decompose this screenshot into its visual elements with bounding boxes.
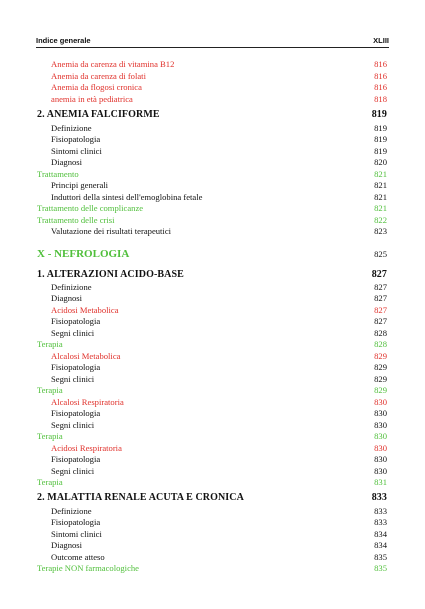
entry-page-number: 830 [374,454,387,464]
toc-entry [51,528,387,540]
entry-page-number: 819 [374,145,387,156]
entry-title: Terapie NON farmacologiche [37,563,139,573]
toc-entry [51,465,387,477]
toc-entry [51,292,387,304]
entry-title: Anemia da carenza di vitamina B12 [51,59,175,69]
entry-title: Trattamento delle crisi [37,214,115,225]
toc-entry [37,168,387,180]
entry-page-number: 833 [371,492,387,503]
entry-page-number: 827 [374,293,387,303]
part-heading [37,246,387,262]
toc-entry [51,122,387,134]
section-heading [37,269,387,281]
entry-page-number: 831 [374,477,387,487]
entry-page-number: 816 [374,82,387,92]
entry-title: Terapia [37,431,63,441]
entry-page-number: 830 [374,408,387,418]
entry-title: Diagnosi [51,157,83,167]
entry-page-number: 835 [374,563,387,573]
entry-page-number: 821 [374,203,387,213]
entry-page-number: 821 [374,180,387,190]
header-page-number: XLIII [373,36,389,45]
toc-entry [51,419,387,431]
entry-page-number: 822 [374,214,387,225]
entry-page-number: 830 [374,442,387,453]
toc-entry [51,361,387,373]
entry-title: Alcalosi Respiratoria [51,396,124,407]
toc-entry [51,58,387,70]
toc-entry [51,516,387,528]
entry-title: Anemia da flogosi cronica [51,82,142,92]
entry-page-number: 833 [374,505,387,516]
entry-title: Sintomi clinici [51,145,102,156]
entry-title: Segni clinici [51,419,95,430]
toc-entry [51,70,387,82]
entry-page-number: 829 [374,373,387,384]
entry-title: 2. ANEMIA FALCIFORME [37,109,160,120]
toc-entry [51,396,387,408]
toc-entry [37,562,387,574]
entry-title: 1. ALTERAZIONI ACIDO-BASE [37,269,184,280]
entry-title: Sintomi clinici [51,528,102,539]
entry-title: Valutazione dei risultati terapeutici [51,226,172,236]
header-title: Indice generale [36,36,91,45]
entry-title: Principi generali [51,180,109,190]
entry-page-number: 830 [374,396,387,407]
entry-title: Trattamento delle complicanze [37,203,144,213]
toc-entry [51,156,387,168]
toc-entry [37,430,387,442]
entry-title: Induttori della sintesi dell'emoglobina fetale [51,191,203,202]
entry-title: Segni clinici [51,465,95,476]
entry-title: Definizione [51,122,92,133]
entry-title: Terapia [37,385,63,395]
entry-page-number: 827 [374,304,387,315]
section-heading [37,109,387,121]
entry-page-number: 827 [374,316,387,326]
toc-entry [51,315,387,327]
toc-entry [37,476,387,488]
entry-page-number: 816 [374,70,387,81]
entry-page-number: 823 [374,226,387,236]
entry-title: Outcome atteso [51,551,105,562]
entry-title: Fisiopatologia [51,408,101,418]
entry-page-number: 834 [374,540,387,550]
entry-title: X - NEFROLOGIA [37,248,130,260]
toc-entry [51,453,387,465]
entry-page-number: 829 [374,362,387,372]
entry-page-number: 830 [374,419,387,430]
entry-page-number: 819 [374,122,387,133]
entry-page-number: 834 [374,528,387,539]
entry-title: Acidosi Metabolica [51,304,119,315]
toc-entry [37,214,387,226]
entry-page-number: 827 [374,281,387,292]
entry-title: Fisiopatologia [51,517,101,527]
entry-title: Acidosi Respiratoria [51,442,122,453]
toc-entry [51,225,387,237]
entry-title: Terapia [37,477,63,487]
entry-title: Fisiopatologia [51,454,101,464]
entry-title: Diagnosi [51,540,83,550]
toc-entry [51,442,387,454]
entry-title: Definizione [51,281,92,292]
entry-title: Segni clinici [51,373,95,384]
entry-title: Segni clinici [51,327,95,338]
entry-title: Alcalosi Metabolica [51,350,121,361]
entry-page-number: 829 [374,350,387,361]
entry-title: Fisiopatologia [51,316,101,326]
entry-page-number: 819 [374,134,387,144]
entry-title: Fisiopatologia [51,134,101,144]
entry-page-number: 827 [371,269,387,280]
toc-entry [51,81,387,93]
toc-entry [51,304,387,316]
toc-entry [51,407,387,419]
section-heading [37,492,387,504]
entry-page-number: 830 [374,431,387,441]
entry-page-number: 819 [371,109,387,120]
entry-page-number: 828 [374,339,387,349]
toc-entry [37,384,387,396]
entry-title: Definizione [51,505,92,516]
entry-page-number: 828 [374,327,387,338]
toc-entry [51,179,387,191]
toc-entry [51,133,387,145]
toc-entry [51,505,387,517]
toc-entry [51,281,387,293]
entry-title: 2. MALATTIA RENALE ACUTA E CRONICA [37,492,244,503]
entry-title: Trattamento [37,168,79,179]
toc-entry [51,373,387,385]
entry-page-number: 821 [374,191,387,202]
toc-entry [51,350,387,362]
toc-entry [37,338,387,350]
entry-page-number: 825 [374,249,387,259]
toc-entry [51,327,387,339]
entry-title: anemia in età pediatrica [51,93,133,104]
entry-page-number: 829 [374,385,387,395]
toc-entry [51,539,387,551]
toc-entry [51,93,387,105]
toc-entry [51,191,387,203]
entry-page-number: 835 [374,551,387,562]
entry-page-number: 821 [374,168,387,179]
entry-page-number: 818 [374,93,387,104]
entry-page-number: 820 [374,157,387,167]
toc-entry [37,202,387,214]
entry-title: Anemia da carenza di folati [51,70,146,81]
entry-title: Terapia [37,339,63,349]
entry-title: Diagnosi [51,293,83,303]
entry-page-number: 816 [374,59,387,69]
entry-page-number: 830 [374,465,387,476]
entry-title: Fisiopatologia [51,362,101,372]
toc-entry [51,145,387,157]
entry-page-number: 833 [374,517,387,527]
toc-entry [51,551,387,563]
